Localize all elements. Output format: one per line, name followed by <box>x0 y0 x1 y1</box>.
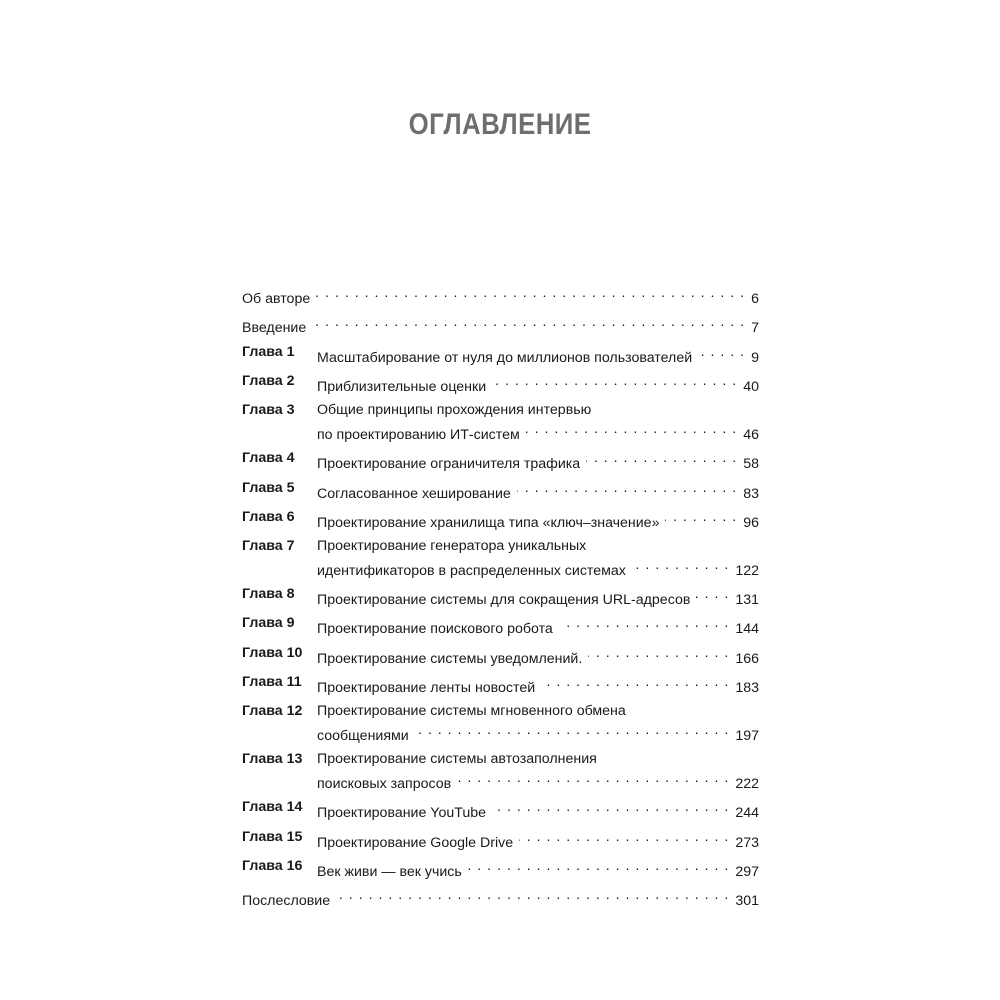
toc-dot-leader <box>559 613 730 633</box>
toc-entry-title: идентификаторов в распределенных системах <box>317 563 626 580</box>
toc-chapter-label: Глава 9 <box>242 615 295 632</box>
toc-page-number: 40 <box>743 378 759 395</box>
toc-chapter-label: Глава 8 <box>242 586 295 603</box>
toc-page-number: 131 <box>735 592 759 609</box>
toc-dot-leader <box>492 371 737 391</box>
toc-entry-title: Проектирование Google Drive <box>317 834 514 851</box>
toc-entry-title: Согласованное хеширование <box>317 485 511 502</box>
toc-dot-leader <box>526 419 737 439</box>
toc-entry-title: Введение <box>242 320 307 337</box>
toc-dot-leader <box>316 283 745 303</box>
toc-page-number: 297 <box>735 863 759 880</box>
toc-chapter-label: Глава 1 <box>242 343 295 360</box>
toc-page-number: 301 <box>735 893 759 910</box>
toc-dot-leader <box>415 720 730 740</box>
toc-page-number: 9 <box>751 349 759 366</box>
toc-entry-title: Об авторе <box>242 291 311 307</box>
toc-page-number: 197 <box>735 728 759 745</box>
toc-chapter-label: Глава 11 <box>242 674 302 690</box>
toc-page-number: 122 <box>735 563 759 580</box>
toc-page-number: 166 <box>735 650 759 667</box>
toc-entry-title: Проектирование системы автозаполнения <box>317 751 597 768</box>
toc-page-number: 6 <box>751 291 759 307</box>
toc-entry-title: Проектирование системы уведомлений. <box>317 650 583 667</box>
toc-dot-leader <box>698 342 745 362</box>
toc-page-number: 222 <box>735 776 759 793</box>
toc-dot-leader <box>492 797 729 817</box>
toc-chapter-label: Глава 13 <box>242 751 303 768</box>
toc-chapter-label: Глава 15 <box>242 828 303 845</box>
toc-chapter-label: Глава 10 <box>242 644 303 661</box>
toc-entry-title: сообщениями <box>317 728 409 745</box>
toc-page-number: 58 <box>743 456 759 473</box>
toc-page-number: 7 <box>751 320 759 337</box>
toc-chapter-label: Глава 6 <box>242 508 295 525</box>
toc-entry-title: Приблизительные оценки <box>317 378 487 395</box>
toc-entry-title: Проектирование генератора уникальных <box>317 538 587 555</box>
toc-chapter-label: Глава 3 <box>242 402 295 419</box>
toc-entry-title: Проектирование системы мгновенного обмена <box>317 703 626 720</box>
toc-page-number: 273 <box>735 834 759 851</box>
toc-page-number: 83 <box>743 485 759 502</box>
toc-entry-title: Проектирование ограничителя трафика <box>317 456 581 473</box>
toc-chapter-label: Глава 7 <box>242 538 295 555</box>
toc-chapter-label: Глава 2 <box>242 372 295 389</box>
toc-chapter-label: Глава 12 <box>242 703 303 720</box>
toc-dot-leader <box>696 584 729 604</box>
toc-dot-leader <box>665 507 737 527</box>
toc-chapter-label: Глава 5 <box>242 479 295 496</box>
toc-entry-title: Проектирование хранилища типа «ключ–значение» <box>317 514 660 531</box>
toc-dot-leader <box>588 643 729 663</box>
toc-entry-title: Проектирование ленты новостей <box>317 680 536 696</box>
toc-entry-title: Век живи — век учись <box>317 863 462 880</box>
toc-page-number: 244 <box>735 805 759 822</box>
toc-entry-title: по проектированию ИТ-систем <box>317 427 520 444</box>
toc-entry-title: Общие принципы прохождения интервью <box>317 402 592 419</box>
toc-page-number: 183 <box>735 680 759 696</box>
toc-chapter-label: Глава 4 <box>242 450 295 467</box>
toc-entry-title: поисковых запросов <box>317 776 452 793</box>
toc-page-number: 46 <box>743 427 759 444</box>
toc-page-number: 96 <box>743 514 759 531</box>
page-title: ОГЛАВЛЕНИЕ <box>408 108 592 141</box>
toc-entry-title: Проектирование поискового робота <box>317 621 553 638</box>
toc-chapter-label: Глава 14 <box>242 799 303 816</box>
toc-entry-title: Послесловие <box>242 893 331 910</box>
toc-dot-leader <box>468 856 730 876</box>
toc-dot-leader <box>586 448 737 468</box>
toc-entry-title: Масштабирование от нуля до миллионов пользователей <box>317 349 693 366</box>
toc-dot-leader <box>517 478 737 498</box>
toc-dot-leader <box>632 555 729 575</box>
toc-page-number: 144 <box>735 621 759 638</box>
toc-dot-leader <box>541 672 729 692</box>
toc-dot-leader <box>519 827 729 847</box>
toc-dot-leader <box>457 768 729 788</box>
toc-dot-leader <box>312 312 745 332</box>
toc-entry-title: Проектирование системы для сокращения URL-адресов <box>317 592 691 609</box>
toc-entry-title: Проектирование YouTube <box>317 805 487 822</box>
toc-dot-leader <box>336 885 729 905</box>
toc-chapter-label: Глава 16 <box>242 857 303 874</box>
